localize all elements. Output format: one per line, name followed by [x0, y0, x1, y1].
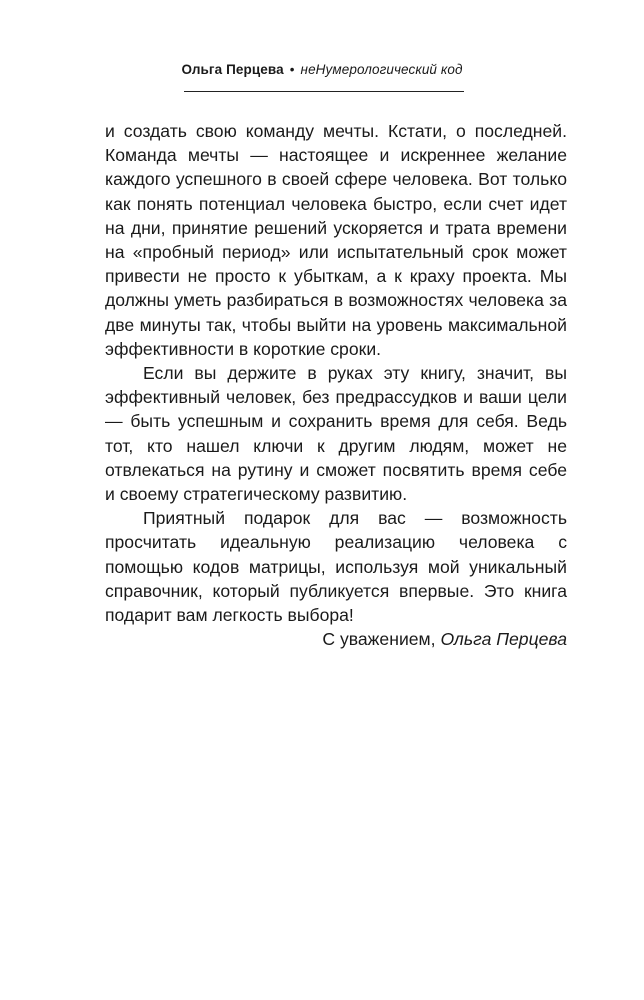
signature-greeting: С уважением,	[322, 629, 436, 650]
header-divider	[184, 91, 464, 92]
running-header	[0, 62, 644, 77]
paragraph-2: Если вы держите в руках эту книгу, значит, вы эффективный человек, без предрассудков и ваши цели — быть успешным и сохранить время для себя. Ведь тот, кто нашел ключи к другим людям, может не отвлекаться на рутину и сможет посвятить время себе и своему стратегическому развитию.	[105, 363, 567, 505]
signature	[105, 627, 567, 651]
signature-name: Ольга Перцева	[440, 629, 567, 650]
header-book-title: неНумерологический код	[300, 62, 463, 77]
header-bullet: •	[289, 62, 295, 77]
header-author: Ольга Перцева	[181, 62, 284, 77]
body-text	[105, 119, 567, 651]
paragraph-3: Приятный подарок для вас — возможность просчитать идеальную реализацию человека с помощью кодов матрицы, используя мой уникальный справочник, который публикуется впервые. Это книга подарит вам легкость выбора!	[105, 508, 567, 626]
paragraph-1: и создать свою команду мечты. Кстати, о последней. Команда мечты — настоящее и искреннее желание каждого успешного в своей сфере человека. Вот только как понять потенциал человека быстро, если счет идет на дни, принятие решений ускоряется и трата времени на «пробный период» или испытательный срок может привести не просто к убыткам, а к краху проекта. Мы должны уметь разбираться в возможностях человека за две минуты так, чтобы выйти на уровень максимальной эффективности в короткие сроки.	[105, 121, 567, 359]
